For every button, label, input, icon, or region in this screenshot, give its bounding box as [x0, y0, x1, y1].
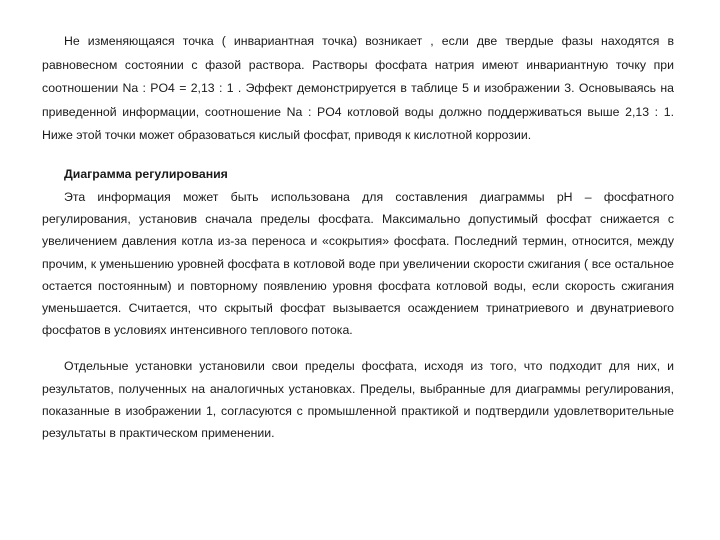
paragraph-regulation-diagram: Эта информация может быть использована для составления диаграммы pH – фосфатного регулирования, установив сначала пределы фосфата. Максимально допустимый фосфат снижается с увеличением давления котла из-за переноса и «сокрытия» фосфата. Последний термин, относится, между прочим, к уменьшению уровней фосфата в котловой воде при увеличении скорости сжигания ( все остальное остается постоянным) и повторному появлению уровня фосфата котловой воды, если скорость сжигания уменьшается. Считается, что скрытый фосфат вызывается осаждением тринатриевого и двунатриевого фосфатов в условиях интенсивного теплового потока.	[42, 190, 674, 338]
paragraph-phosphate-limits: Отдельные установки установили свои пределы фосфата, исходя из того, что подходит для них, и результатов, полученных на аналогичных установках. Пределы, выбранные для диаграммы регулирования, показанные в изображении 1, согласуются с промышленной практикой и подтвердили удовлетворительные результаты в практическом применении.	[42, 359, 674, 441]
section-heading: Диаграмма регулирования	[64, 166, 228, 181]
document-page	[42, 30, 674, 444]
paragraph-invariant-point: Не изменяющаяся точка ( инвариантная точка) возникает , если две твердые фазы находятся в равновесном состоянии с фазой раствора. Растворы фосфата натрия имеют инвариантную точку при соотношении Na : PO4 = 2,13 : 1 . Эффект демонстрируется в таблице 5 и изображении 3. Основываясь на приведенной информации, соотношение Na : PO4 котловой воды должно поддерживаться выше 2,13 : 1. Ниже этой точки может образоваться кислый фосфат, приводя к кислотной коррозии.	[42, 34, 674, 142]
